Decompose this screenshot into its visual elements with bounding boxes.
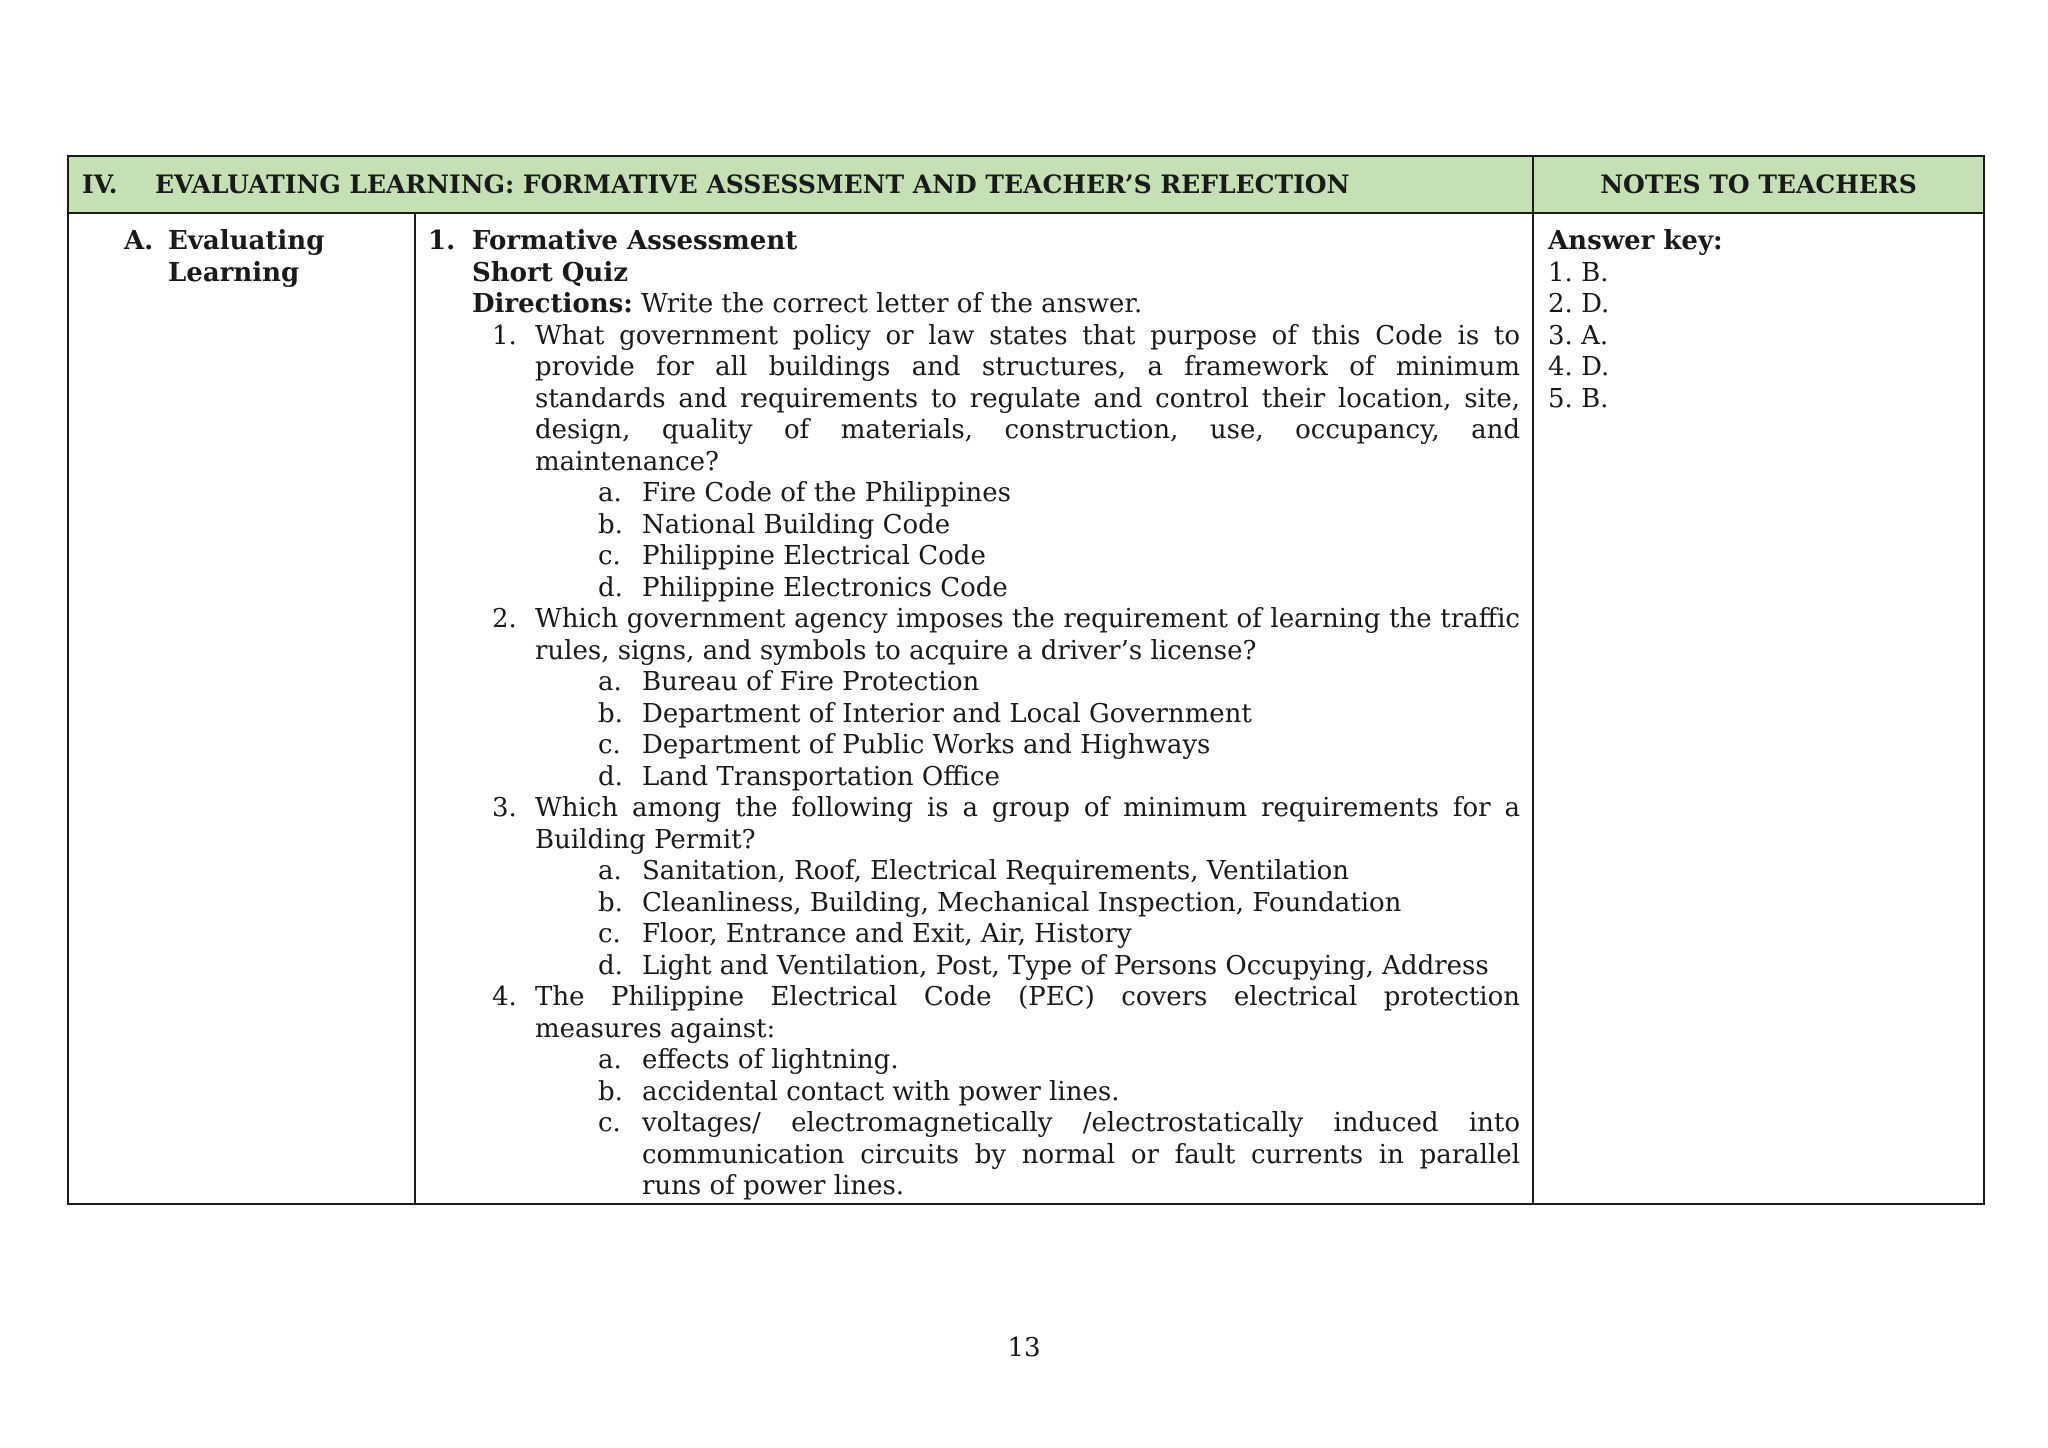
answer-option bbox=[598, 856, 1520, 888]
page-number: 13 bbox=[1007, 1333, 1041, 1363]
lesson-table bbox=[67, 155, 1985, 1205]
assessment-number: 1. bbox=[428, 226, 456, 256]
option-letter: a. bbox=[598, 1045, 622, 1075]
question-text: The Philippine Electrical Code (PEC) covers electrical protection measures against: bbox=[535, 982, 1520, 1044]
answer-key-label: Answer key: bbox=[1548, 226, 1723, 256]
question-item bbox=[492, 604, 1520, 667]
notes-column bbox=[1533, 213, 1984, 1204]
question-number: 4. bbox=[492, 982, 517, 1012]
option-letter: a. bbox=[598, 667, 622, 697]
answer-option bbox=[598, 919, 1520, 951]
option-letter: b. bbox=[598, 887, 623, 918]
subsection-letter: A. bbox=[124, 226, 154, 256]
option-text: effects of lightning. bbox=[642, 1045, 899, 1075]
answer-key-item: 1. B. bbox=[1548, 257, 1609, 288]
answer-key-item: 5. B. bbox=[1548, 383, 1609, 414]
answer-option bbox=[598, 951, 1520, 983]
section-header bbox=[68, 156, 1533, 213]
answer-option bbox=[598, 478, 1520, 510]
option-letter: b. bbox=[598, 698, 623, 729]
answer-key-item: 3. A. bbox=[1548, 320, 1609, 351]
answer-option bbox=[598, 699, 1520, 731]
answer-key-item: 2. D. bbox=[1548, 289, 1610, 319]
left-column bbox=[68, 213, 415, 1204]
option-letter: a. bbox=[598, 478, 622, 508]
question-text: Which among the following is a group of minimum requirements for a Building Permit? bbox=[535, 793, 1520, 855]
option-text: Light and Ventilation, Post, Type of Persons Occupying, Address bbox=[642, 950, 1489, 981]
option-letter: b. bbox=[598, 509, 623, 540]
option-text: Cleanliness, Building, Mechanical Inspection, Foundation bbox=[642, 887, 1402, 918]
directions bbox=[472, 289, 1520, 321]
subsection-line2: Learning bbox=[168, 257, 300, 288]
answer-option bbox=[598, 888, 1520, 920]
option-letter: d. bbox=[598, 950, 623, 981]
question-text: What government policy or law states that purpose of this Code is to provide for all buildings and structures, a framework of minimum standards and requirements to regulate and control their location, site, design, quality of materials, construction, use, occupancy, and maintenance? bbox=[535, 320, 1520, 477]
option-text: Sanitation, Roof, Electrical Requirements, Ventilation bbox=[642, 856, 1350, 886]
answer-list bbox=[1548, 258, 1983, 416]
option-text: Fire Code of the Philippines bbox=[642, 478, 1011, 508]
option-letter: d. bbox=[598, 572, 623, 603]
subsection-label bbox=[124, 226, 414, 289]
option-letter: d. bbox=[598, 761, 623, 792]
assessment-title-text: Formative Assessment bbox=[472, 226, 798, 256]
option-letter: c. bbox=[598, 919, 621, 949]
question-list bbox=[428, 321, 1520, 1203]
question-item bbox=[492, 793, 1520, 856]
subsection-line1: Evaluating bbox=[168, 226, 325, 256]
quiz-column bbox=[415, 213, 1533, 1204]
question-text: Which government agency imposes the requirement of learning the traffic rules, signs, and symbols to acquire a driver’s license? bbox=[535, 604, 1520, 666]
quiz-subtitle: Short Quiz bbox=[472, 257, 628, 288]
option-text: Floor, Entrance and Exit, Air, History bbox=[642, 919, 1132, 949]
option-letter: c. bbox=[598, 541, 621, 571]
option-text: National Building Code bbox=[642, 509, 951, 540]
option-text: voltages/ electromagnetically /electrostatically induced into communication circuits by normal or fault currents in parallel runs of power lines. bbox=[642, 1108, 1520, 1201]
option-letter: b. bbox=[598, 1076, 623, 1107]
option-text: Bureau of Fire Protection bbox=[642, 667, 980, 697]
directions-text: Write the correct letter of the answer. bbox=[632, 289, 1143, 319]
assessment-title bbox=[428, 226, 1520, 258]
question-number: 1. bbox=[492, 320, 517, 351]
question-number: 3. bbox=[492, 793, 517, 823]
option-letter: c. bbox=[598, 730, 621, 760]
option-letter: a. bbox=[598, 856, 622, 886]
table-header-row bbox=[68, 156, 1984, 213]
answer-option bbox=[598, 730, 1520, 762]
question-number: 2. bbox=[492, 604, 517, 634]
notes-header: NOTES TO TEACHERS bbox=[1533, 156, 1984, 213]
answer-key-item: 4. D. bbox=[1548, 352, 1610, 382]
option-text: accidental contact with power lines. bbox=[642, 1076, 1120, 1107]
option-text: Department of Interior and Local Government bbox=[642, 698, 1252, 729]
answer-option bbox=[598, 510, 1520, 542]
section-roman-numeral: IV. bbox=[82, 170, 118, 199]
answer-option bbox=[598, 1045, 1520, 1077]
option-text: Land Transportation Office bbox=[642, 761, 1000, 792]
question-item bbox=[492, 982, 1520, 1045]
answer-option bbox=[598, 573, 1520, 605]
question-item bbox=[492, 321, 1520, 479]
answer-option bbox=[598, 541, 1520, 573]
answer-option bbox=[598, 1108, 1520, 1203]
option-letter: c. bbox=[598, 1108, 621, 1138]
section-header-title: EVALUATING LEARNING: FORMATIVE ASSESSMENT AND TEACHER’S REFLECTION bbox=[155, 170, 1350, 199]
answer-option bbox=[598, 667, 1520, 699]
option-text: Philippine Electrical Code bbox=[642, 541, 986, 571]
table-body-row bbox=[68, 213, 1984, 1204]
option-text: Department of Public Works and Highways bbox=[642, 730, 1211, 760]
directions-label: Directions: bbox=[472, 289, 633, 319]
answer-option bbox=[598, 762, 1520, 794]
answer-option bbox=[598, 1077, 1520, 1109]
option-text: Philippine Electronics Code bbox=[642, 572, 1008, 603]
